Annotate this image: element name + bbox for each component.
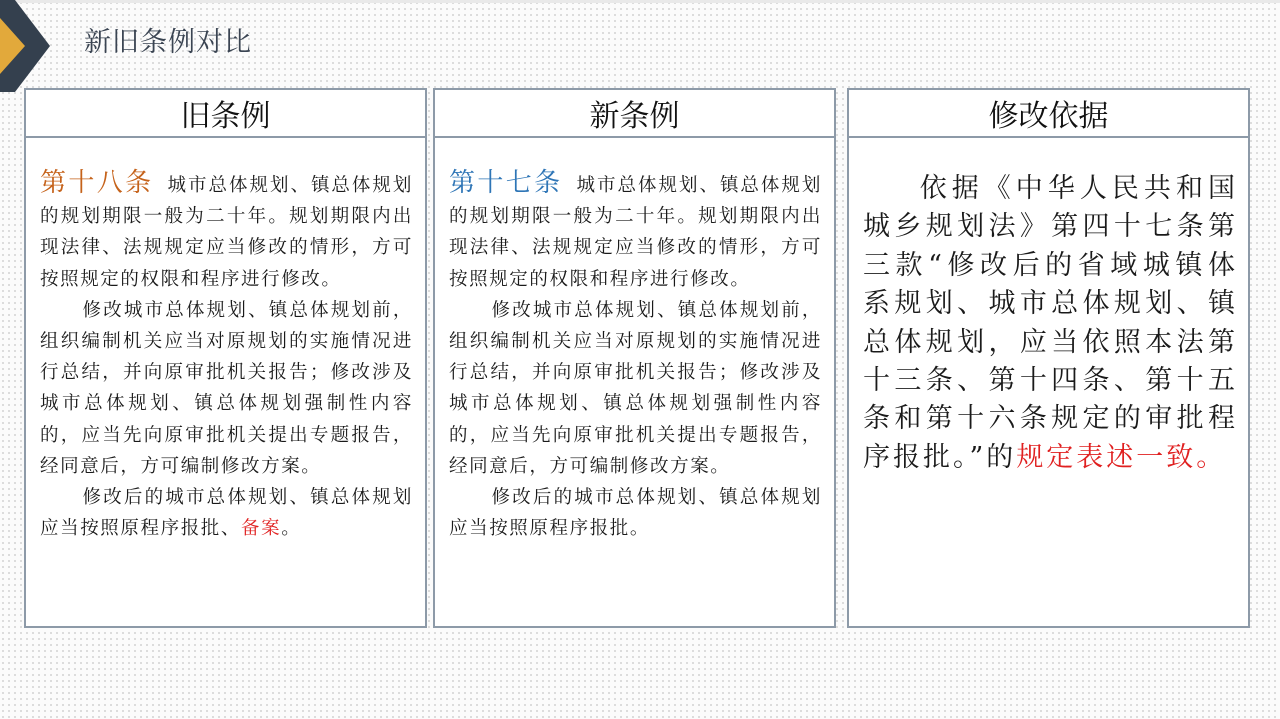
new-regulation-header: 新条例 xyxy=(435,90,834,138)
old-paragraph-1 xyxy=(40,168,413,295)
old-regulation-panel xyxy=(24,88,427,628)
basis-text: 依据《中华人民共和国城乡规划法》第四十七条第三款“修改后的省域城镇体系规划、城市总体规划、镇总体规划，应当依照本法第十三条、第十四条、第十五条和第十六条规定的审批程序报批。”的 xyxy=(863,173,1238,473)
old-paragraph-3-highlight: 备案 xyxy=(241,518,282,540)
revision-basis-header: 修改依据 xyxy=(849,90,1248,138)
new-paragraph-3: 修改后的城市总体规划、镇总体规划应当按照原程序报批。 xyxy=(449,487,822,540)
old-paragraph-1-text: 城市总体规划、镇总体规划的规划期限一般为二十年。规划期限内出现法律、法规规定应当修改的情形，方可按照规定的权限和程序进行修改。 xyxy=(40,175,413,290)
old-paragraph-3-text: 修改后的城市总体规划、镇总体规划应当按照原程序报批、 xyxy=(40,487,413,540)
revision-basis-panel xyxy=(847,88,1250,628)
new-regulation-body xyxy=(435,138,834,544)
old-regulation-header: 旧条例 xyxy=(26,90,425,138)
new-paragraph-1-text: 城市总体规划、镇总体规划的规划期限一般为二十年。规划期限内出现法律、法规规定应当修改的情形，方可按照规定的权限和程序进行修改。 xyxy=(449,175,822,290)
basis-highlight: 规定表述一致。 xyxy=(1016,441,1227,473)
old-paragraph-2: 修改城市总体规划、镇总体规划前，组织编制机关应当对原规划的实施情况进行总结，并向原审批机关报告；修改涉及城市总体规划、镇总体规划强制性内容的，应当先向原审批机关提出专题报告，经同意后，方可编制修改方案。 xyxy=(40,299,413,477)
new-regulation-panel xyxy=(433,88,836,628)
old-paragraph-3 xyxy=(40,482,413,544)
new-article-number: 第十七条 xyxy=(449,168,563,198)
double-chevron-right-icon xyxy=(0,0,50,92)
top-strip xyxy=(0,0,1280,3)
new-paragraph-2: 修改城市总体规划、镇总体规划前，组织编制机关应当对原规划的实施情况进行总结，并向原审批机关报告；修改涉及城市总体规划、镇总体规划强制性内容的，应当先向原审批机关提出专题报告，经同意后，方可编制修改方案。 xyxy=(449,299,822,477)
new-paragraph-1 xyxy=(449,168,822,295)
old-paragraph-3-end: 。 xyxy=(281,518,302,540)
page-title: 新旧条例对比 xyxy=(84,27,252,58)
old-regulation-body xyxy=(26,138,425,544)
old-article-number: 第十八条 xyxy=(40,168,154,198)
revision-basis-body xyxy=(849,138,1248,477)
